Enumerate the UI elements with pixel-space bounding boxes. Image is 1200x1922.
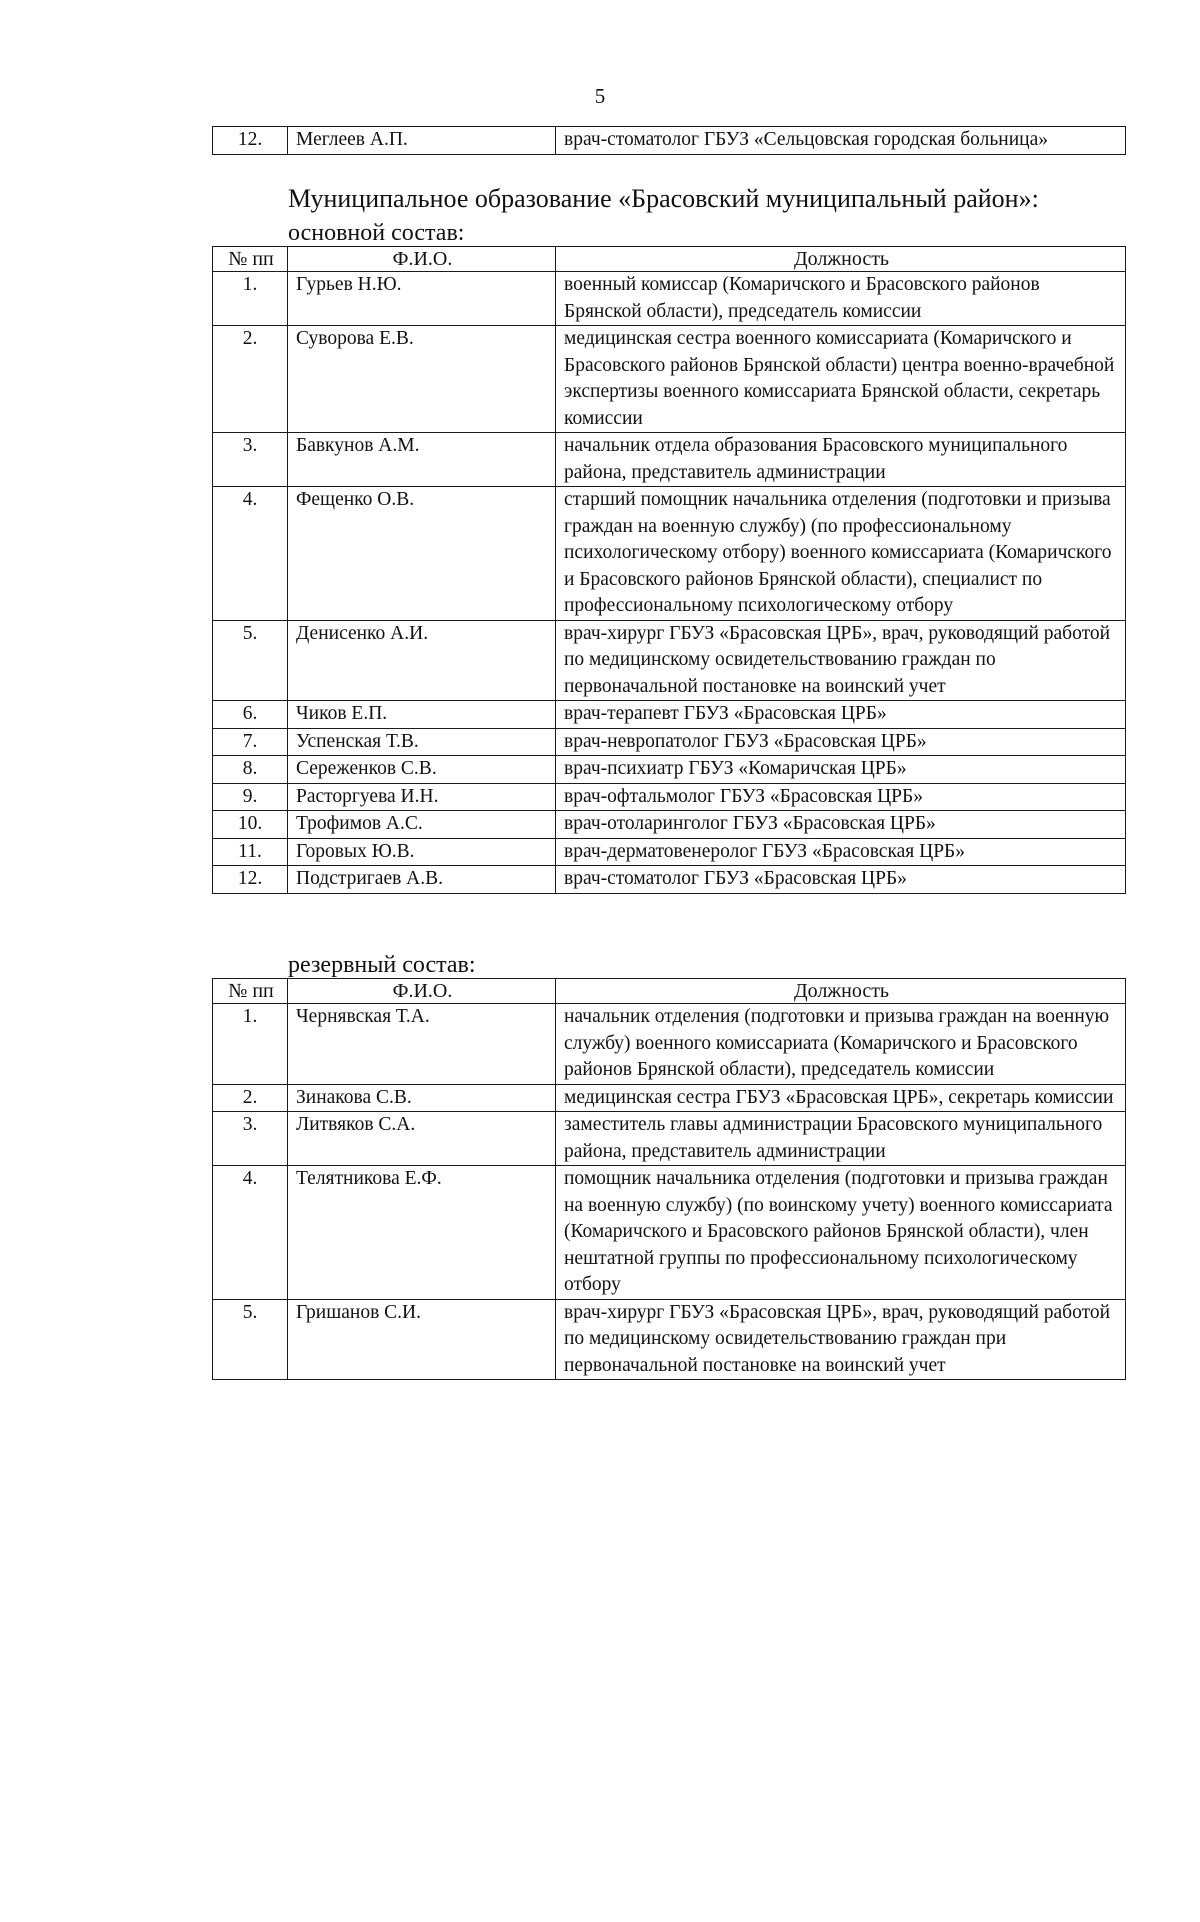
row-number: 2.: [213, 1084, 288, 1112]
reserve-composition-heading: резервный состав:: [288, 952, 476, 978]
member-name: Сереженков С.В.: [288, 756, 556, 784]
row-number: 4.: [213, 1166, 288, 1300]
member-name: Телятникова Е.Ф.: [288, 1166, 556, 1300]
row-number: 8.: [213, 756, 288, 784]
row-number: 1.: [213, 1004, 288, 1085]
header-name: Ф.И.О.: [288, 979, 556, 1004]
member-position: медицинская сестра военного комиссариата (Комаричского и Брасовского районов Брянской области) центра военно-врачебной экспертизы военного комиссариата Брянской области, секретарь комиссии: [556, 326, 1126, 433]
table-row: [213, 127, 1126, 155]
header-name: Ф.И.О.: [288, 247, 556, 272]
header-position: Должность: [556, 247, 1126, 272]
row-number: 6.: [213, 701, 288, 729]
table-row: [213, 1166, 1126, 1300]
table-row: [213, 701, 1126, 729]
table-row: [213, 272, 1126, 326]
row-number: 10.: [213, 811, 288, 839]
row-number: 4.: [213, 487, 288, 621]
row-number: 12.: [213, 127, 288, 155]
member-position: начальник отдела образования Брасовского муниципального района, представитель администрации: [556, 433, 1126, 487]
member-name: Гришанов С.И.: [288, 1299, 556, 1380]
member-name: Меглеев А.П.: [288, 127, 556, 155]
table-header-row: [213, 979, 1126, 1004]
member-name: Денисенко А.И.: [288, 620, 556, 701]
row-number: 3.: [213, 433, 288, 487]
row-number: 7.: [213, 728, 288, 756]
row-number: 1.: [213, 272, 288, 326]
member-name: Чиков Е.П.: [288, 701, 556, 729]
member-name: Трофимов А.С.: [288, 811, 556, 839]
row-number: 12.: [213, 866, 288, 894]
main-table-container: [212, 246, 1125, 894]
member-name: Подстригаев А.В.: [288, 866, 556, 894]
table-row: [213, 811, 1126, 839]
table-header-row: [213, 247, 1126, 272]
row-number: 11.: [213, 838, 288, 866]
member-position: медицинская сестра ГБУЗ «Брасовская ЦРБ», секретарь комиссии: [556, 1084, 1126, 1112]
table-row: [213, 728, 1126, 756]
member-position: врач-психиатр ГБУЗ «Комаричская ЦРБ»: [556, 756, 1126, 784]
reserve-composition-table: [212, 978, 1126, 1380]
main-composition-table: [212, 246, 1126, 894]
member-position: врач-хирург ГБУЗ «Брасовская ЦРБ», врач, руководящий работой по медицинскому освидетельствованию граждан при первоначальной постановке на воинский учет: [556, 1299, 1126, 1380]
top-table-container: [212, 126, 1125, 155]
table-row: [213, 620, 1126, 701]
row-number: 5.: [213, 620, 288, 701]
member-name: Литвяков С.А.: [288, 1112, 556, 1166]
member-name: Гурьев Н.Ю.: [288, 272, 556, 326]
table-row: [213, 433, 1126, 487]
table-row: [213, 1084, 1126, 1112]
member-position: врач-хирург ГБУЗ «Брасовская ЦРБ», врач, руководящий работой по медицинскому освидетельствованию граждан по первоначальной постановке на воинский учет: [556, 620, 1126, 701]
table-row: [213, 756, 1126, 784]
member-name: Чернявская Т.А.: [288, 1004, 556, 1085]
row-number: 9.: [213, 783, 288, 811]
table-row: [213, 783, 1126, 811]
member-name: Фещенко О.В.: [288, 487, 556, 621]
table-row: [213, 866, 1126, 894]
row-number: 2.: [213, 326, 288, 433]
member-position: старший помощник начальника отделения (подготовки и призыва граждан на военную службу) (по профессиональному психологическому отбору) военного комиссариата (Комаричского и Брасовского районов Брянской области), специалист по профессиональному психологическому отбору: [556, 487, 1126, 621]
header-number: № пп: [213, 979, 288, 1004]
table-row: [213, 1112, 1126, 1166]
member-position: врач-отоларинголог ГБУЗ «Брасовская ЦРБ»: [556, 811, 1126, 839]
page-number: 5: [594, 84, 606, 108]
member-position: помощник начальника отделения (подготовки и призыва граждан на военную службу) (по воинскому учету) военного комиссариата (Комаричского и Брасовского районов Брянской области), член нештатной группы по профессиональному психологическому отбору: [556, 1166, 1126, 1300]
main-composition-heading: основной состав:: [288, 220, 465, 246]
member-position: врач-терапевт ГБУЗ «Брасовская ЦРБ»: [556, 701, 1126, 729]
member-position: врач-дерматовенеролог ГБУЗ «Брасовская ЦРБ»: [556, 838, 1126, 866]
member-position: врач-стоматолог ГБУЗ «Брасовская ЦРБ»: [556, 866, 1126, 894]
member-position: врач-офтальмолог ГБУЗ «Брасовская ЦРБ»: [556, 783, 1126, 811]
municipality-heading: Муниципальное образование «Брасовский муниципальный район»:: [288, 184, 1039, 213]
member-name: Горовых Ю.В.: [288, 838, 556, 866]
table-row: [213, 1299, 1126, 1380]
table-row: [213, 487, 1126, 621]
header-number: № пп: [213, 247, 288, 272]
member-name: Суворова Е.В.: [288, 326, 556, 433]
header-position: Должность: [556, 979, 1126, 1004]
reserve-table-container: [212, 978, 1125, 1380]
row-number: 5.: [213, 1299, 288, 1380]
member-position: заместитель главы администрации Брасовского муниципального района, представитель администрации: [556, 1112, 1126, 1166]
member-position: начальник отделения (подготовки и призыва граждан на военную службу) военного комиссариата (Комаричского и Брасовского районов Брянской области), председатель комиссии: [556, 1004, 1126, 1085]
member-name: Бавкунов А.М.: [288, 433, 556, 487]
member-name: Успенская Т.В.: [288, 728, 556, 756]
table-row: [213, 838, 1126, 866]
member-position: врач-невропатолог ГБУЗ «Брасовская ЦРБ»: [556, 728, 1126, 756]
commission-table-continued: [212, 126, 1126, 155]
table-row: [213, 326, 1126, 433]
member-position: врач-стоматолог ГБУЗ «Сельцовская городская больница»: [556, 127, 1126, 155]
member-position: военный комиссар (Комаричского и Брасовского районов Брянской области), председатель комиссии: [556, 272, 1126, 326]
member-name: Зинакова С.В.: [288, 1084, 556, 1112]
table-row: [213, 1004, 1126, 1085]
row-number: 3.: [213, 1112, 288, 1166]
member-name: Расторгуева И.Н.: [288, 783, 556, 811]
